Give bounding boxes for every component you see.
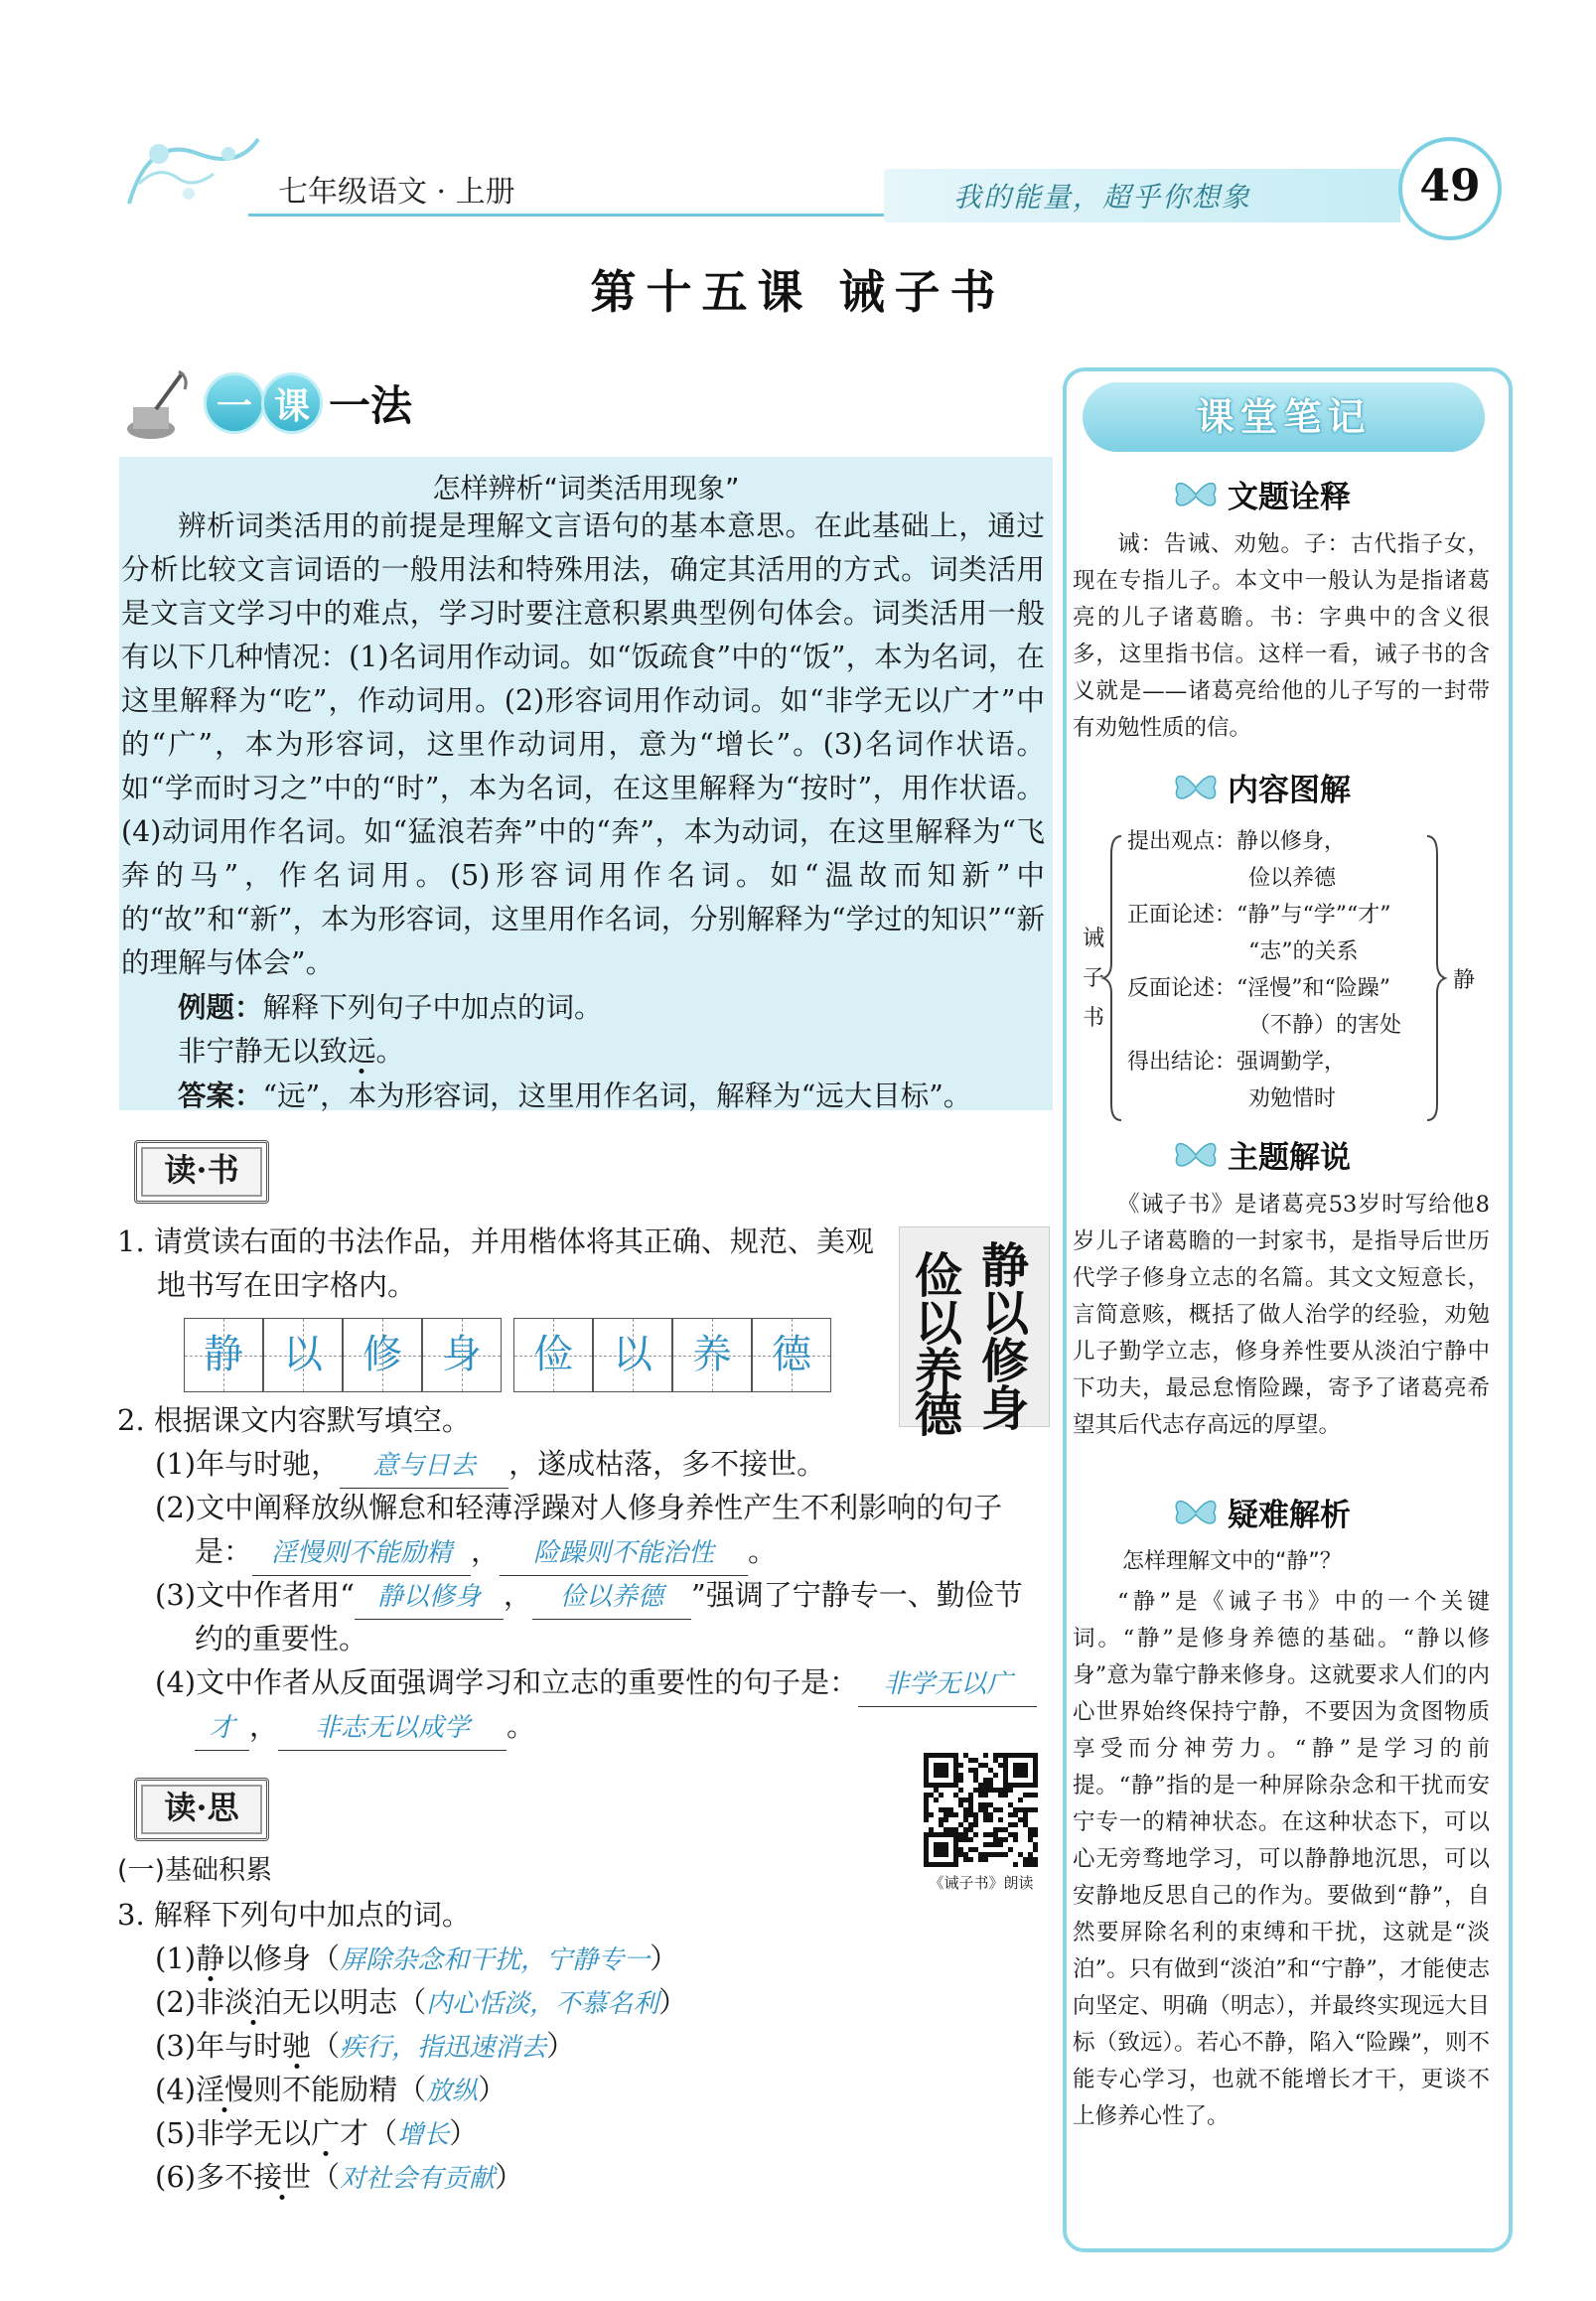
q3-item [155,2068,507,2113]
callig-char: 静 [981,1238,1030,1294]
grid-cell [513,1318,593,1392]
tianzige-grid [184,1318,831,1392]
q3-item-end: ） [449,2116,479,2150]
dotted-char: 远 [348,1035,376,1068]
header-divider [248,214,884,216]
floral-ornament-icon [119,124,268,218]
q3-item-text-b: 才（ [340,2116,398,2150]
grid-cell [422,1318,502,1392]
example-text: 解释下列句子中加点的词。 [262,991,603,1024]
diagram-left-char: 书 [1083,1006,1105,1031]
qr-code-icon[interactable] [924,1753,1038,1867]
q2-2-answer-2: 险躁则不能治性 [500,1531,748,1576]
q3-item-number: (4) [155,2073,197,2106]
q3-item-end: ） [650,1941,679,1975]
q2-2-b: 是： [195,1534,253,1568]
example-sentence-a: 非宁静无以致 [178,1035,349,1068]
s3-paragraph: 《诫子书》是诸葛亮53岁时写给他8岁儿子诸葛瞻的一封家书，是指导后世历代学子修身立志的名篇。其文文短意长，言简意赅，概括了做人治学的经验，劝勉儿子勤学立志，修身养性要从淡泊宁静中下功夫，最忌怠惰险躁，寄予了诸葛亮希望其后代志存高远的厚望。 [1073,1192,1490,1438]
q3-item [155,2024,575,2070]
grid-char: 身 [442,1332,482,1377]
q2-2-sep: ， [471,1534,501,1568]
difficulty-text [1073,1584,1490,2135]
diagram-row-3a: 反面论述：“淫慢”和“险躁” [1127,976,1390,1001]
s4-title-text: 疑难解析 [1228,1498,1351,1533]
butterfly-icon [1172,477,1220,512]
diagram-row-1b: 俭以养德 [1248,866,1337,891]
q3-item-answer: 屏除杂念和干扰，宁静专一 [340,1945,651,1975]
q3-item-text-a: 非学无以 [196,2116,312,2150]
butterfly-icon [1172,770,1220,805]
q3-item-dotted-word: 淫慢 [196,2073,254,2106]
example-label: 例题： [178,990,263,1024]
example-sentence-b: 。 [375,1035,405,1068]
book-title: 七年级语文 · 上册 [278,175,515,210]
q3-item [155,1937,678,1982]
notes-section-title [1172,1132,1351,1177]
diagram-row-2b: “志”的关系 [1248,939,1359,964]
q2-4-end: 。 [507,1709,536,1743]
callig-char: 修 [981,1334,1030,1389]
q3-item-end: ） [478,2073,508,2106]
q2-4-sep: ， [249,1709,279,1743]
diagram-right-char: 静 [1453,968,1476,993]
q2-4-answer-2: 非志无以成学 [278,1706,507,1751]
callig-char: 养 [915,1344,963,1399]
q2-3c: 约的重要性。 [195,1622,368,1655]
s1-paragraph: 诫：告诫、劝勉。子：古代指子女，现在专指儿子。本文中一般认为是指诸葛亮的儿子诸葛瞻。书：字典中的含义很多，这里指书信。这样一看，诫子书的含义就是——诸葛亮给他的儿子写的一封带有劝勉性质的信。 [1073,531,1490,741]
s3-title-text: 主题解说 [1228,1140,1351,1176]
q1-line1: 1. 请赏读右面的书法作品，并用楷体将其正确、规范、美观 [117,1224,874,1258]
badge-char-2: 课 [261,372,323,434]
page-number: 49 [1398,137,1502,240]
q3-item-number: (6) [155,2160,197,2194]
title-explanation-text [1073,526,1490,747]
q2-4-answer-1a: 非学无以广 [858,1662,1037,1707]
diagram-left-char: 子 [1083,966,1105,991]
section-badge [204,372,412,434]
q2-4-a: (4)文中作者从反面强调学习和立志的重要性的句子是： [155,1665,859,1699]
q2-3-b: ”强调了宁静专一、勤俭节 [690,1578,1023,1612]
q2-4b [195,1704,535,1751]
class-notes-heading: 课堂笔记 [1083,382,1485,452]
q2-2a: (2)文中阐释放纵懈怠和轻薄浮躁对人修身养性产生不利影响的句子 [155,1491,1003,1524]
butterfly-icon [1172,1137,1220,1173]
answer-line [121,1074,1045,1118]
callig-char: 德 [915,1387,963,1443]
q3-item-number: (3) [155,2029,197,2063]
q1-line2: 地书写在田字格内。 [157,1268,417,1302]
method-box-body [121,504,1045,1118]
grid-char: 俭 [533,1332,573,1377]
diagram-row-4a: 得出结论：强调勤学， [1127,1050,1347,1075]
q3-item-dotted-word: 广 [311,2116,341,2150]
q3-item-dotted-word: 静 [196,1941,225,1975]
q3-title: 3. 解释下列句中加点的词。 [117,1898,471,1932]
q3-item-dotted-word: 驰 [282,2029,312,2063]
grid-char: 修 [363,1332,402,1377]
diagram-row-3b: （不静）的害处 [1248,1013,1402,1038]
badge-suffix: 一法 [329,381,413,430]
basic-accumulation-heading: (一)基础积累 [117,1855,273,1886]
q2-title: 2. 根据课文内容默写填空。 [117,1403,471,1437]
q2-1-b: ，遂成枯落，多不接世。 [508,1447,826,1481]
s2-title-text: 内容图解 [1228,773,1351,808]
q2-4-answer-1b: 才 [195,1706,249,1751]
grid-char: 以 [283,1332,323,1377]
callig-char: 身 [981,1381,1030,1437]
q3-item-answer: 放纵 [426,2077,479,2106]
callig-char: 以 [915,1296,963,1352]
q2-3-answer-2: 俭以养德 [532,1575,691,1620]
header-slogan: 我的能量，超乎你想象 [953,181,1252,214]
grid-cell [672,1318,752,1392]
diagram-row-1a: 提出观点：静以修身， [1127,829,1347,854]
q2-1-answer: 意与日去 [340,1444,508,1489]
callig-char: 以 [981,1286,1030,1342]
q3-item-end: ） [495,2160,524,2194]
example-sentence [121,1030,1045,1074]
q3-item-answer: 对社会有贡献 [340,2164,496,2194]
qr-caption: 《诫子书》朗读 [929,1874,1034,1892]
q3-item-text-a: 年与时 [196,2029,283,2063]
s1-title-text: 文题诠释 [1228,480,1351,515]
q3-item-text-b: （ [311,2160,341,2194]
q3-item-text-a: 多不 [196,2160,254,2194]
butterfly-icon [1172,1495,1220,1530]
q3-item-number: (5) [155,2116,197,2150]
q2-3a [155,1573,1023,1620]
grid-cell [593,1318,672,1392]
method-paragraph: 辨析词类活用的前提是理解文言语句的基本意思。在此基础上，通过分析比较文言词语的一般用法和特殊用法，确定其活用的方式。词类活用是文言文学习中的难点，学习时要注意积累典型例句体会。词类活用一般有以下几种情况：(1)名词用作动词。如“饭疏食”中的“饭”，本为名词，在这里解释为“吃”，作动词用。(2)形容词用作动词。如“非学无以广才”中的“广”，本为形容词，这里作动词用，意为“增长”。(3)名词作状语。如“学而时习之”中的“时”，本为名词，在这里解释为“按时”，用作状语。(4)动词用作名词。如“猛浪若奔”中的“奔”，本为动词，在这里解释为“飞奔的马”，作名词用。(5)形容词用作名词。如“温故而知新”中的“故”和“新”，本为形容词，这里用作名词，分别解释为“学过的知识”“新的理解与体会”。 [121,509,1045,979]
q3-item-text-b: 则不能励精（ [253,2073,427,2106]
q2-3-a: (3)文中作者用“ [155,1578,355,1612]
method-box-title: 怎样辨析“词类活用现象” [432,472,740,504]
q3-item-text-b: 以修身（ [224,1941,341,1975]
callig-char: 俭 [915,1248,963,1304]
q3-item-text-b: （ [311,2029,341,2063]
calligraphy-image [899,1226,1050,1443]
q3-item-end: ） [546,2029,576,2063]
dushu-tag: 读·书 [134,1140,269,1204]
q2-2b [195,1529,777,1576]
grid-char: 养 [692,1332,732,1377]
q3-item-dotted-word: 淡泊 [224,1985,283,2019]
grid-char: 德 [772,1332,811,1377]
notes-section-title [1172,765,1351,809]
q3-item [155,1980,687,2026]
grid-char: 以 [613,1332,653,1377]
q3-item-end: ） [658,1985,688,2019]
notes-section-title [1172,472,1351,516]
example-line [121,985,1045,1030]
theme-text [1073,1187,1490,1444]
q3-item-answer: 内心恬淡，不慕名利 [426,1989,659,2019]
grid-cell [184,1318,263,1392]
badge-char-1: 一 [204,372,265,434]
q3-item-number: (2) [155,1985,197,2019]
grid-cell [752,1318,831,1392]
q3-item-dotted-word: 接世 [253,2160,312,2194]
grid-char: 静 [204,1332,243,1377]
answer-text: “远”，本为形容词，这里用作名词，解释为“远大目标”。 [262,1079,972,1112]
q3-item [155,2111,478,2157]
q3-item-answer: 疾行，指迅速消去 [340,2033,547,2063]
diagram-left-char: 诫 [1083,927,1105,951]
lesson-title: 第十五课 诫子书 [590,265,1006,319]
diagram-row-4b: 劝勉惜时 [1248,1086,1337,1111]
diagram-row-2a: 正面论述：“静”与“学”“才” [1127,903,1391,928]
notes-section-title [1172,1490,1351,1534]
grid-cell [263,1318,343,1392]
q2-2-end: 。 [748,1534,778,1568]
q2-2-answer-1: 淫慢则不能励精 [252,1531,471,1576]
s4-paragraph: “静”是《诫子书》中的一个关键词。“静”是修身养德的基础。“静以修身”意为靠宁静来修身。这就要求人们的内心世界始终保持宁静，不要因为贪图物质享受而分神劳力。“静”是学习的前提。“静”指的是一种屏除杂念和干扰而安宁专一的精神状态。在这种状态下，可以心无旁骛地学习，可以静静地沉思，可以安静地反思自己的作为。要做到“静”，自然要屏除名利的束缚和干扰，这就是“淡泊”。只有做到“淡泊”和“宁静”，才能使志向坚定、明确（明志），并最终实现远大目标（致远）。若心不静，陷入“险躁”，则不能专心学习，也就不能增长才干，更谈不上修养心性了。 [1073,1589,1490,2129]
q3-item [155,2155,523,2201]
q2-1 [155,1442,825,1489]
grid-cell [343,1318,422,1392]
q3-item-text-b: 无以明志（ [282,1985,427,2019]
answer-label: 答案： [178,1079,263,1112]
difficulty-question: 怎样理解文中的“静”？ [1122,1549,1342,1574]
q2-3-answer-1: 静以修身 [355,1575,504,1620]
q3-item-text-a: 非 [196,1985,225,2019]
q2-4a [155,1660,1037,1707]
inkwell-pen-icon [121,367,191,445]
q3-item-answer: 增长 [397,2120,450,2150]
content-diagram [1078,824,1495,1132]
dusi-tag: 读·思 [134,1778,269,1841]
q2-1-a: (1)年与时驰， [155,1447,341,1481]
q3-item-number: (1) [155,1941,197,1975]
q2-3-sep: ， [503,1578,532,1612]
